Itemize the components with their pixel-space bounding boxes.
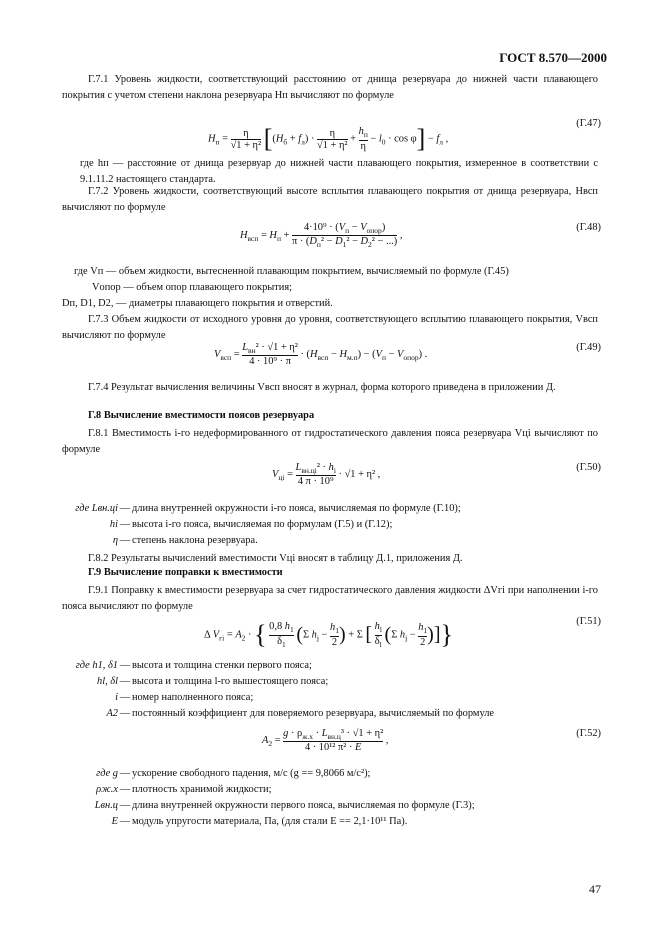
where-g51-row: i — номер наполненного пояса; bbox=[115, 692, 254, 703]
where-g52-row: E — модуль упругости материала, Па, (для стали E == 2,1·10¹¹ Па). bbox=[111, 816, 408, 827]
formula-g51: Δ $V_{гi} = A_2$ · { 0,8 $h_1$ $\delta_1$ (Σ $h_j$ − $h_1$ 2) + Σ [ $h_l$ $\delta_l$ (Σ $h_j$ − $h_1$ 2)]} bbox=[204, 620, 453, 649]
para-g72: Г.7.2 Уровень жидкости, соответствующий высоте всплытия плавающего покрытия от днища резервуара, Hвсп вычисляют по формуле bbox=[62, 186, 598, 213]
where-g48-1: где Vп — объем жидкости, вытесненной плавающим покрытием, вычисляемый по формуле (Г.45) bbox=[74, 266, 509, 277]
where-g50-row: где Lвн.цi — длина внутренней окружности i-го пояса, вычисляемая по формуле (Г.10); bbox=[75, 503, 461, 514]
formula-g50: $V_{цi}$ = $L_{вн.цi}^2 \cdot h_i$ 4 π · 10⁹ · √1 + η² , bbox=[272, 462, 381, 488]
eq-number-g51: (Г.51) bbox=[576, 616, 601, 627]
where-g52-row: где g — ускорение свободного падения, м/с (g == 9,8066 м/с²); bbox=[96, 768, 371, 779]
para-g82: Г.8.2 Результаты вычислений вместимости Vцi вносят в таблицу Д.1, приложения Д. bbox=[88, 553, 463, 564]
formula-g49: $V_{всп}$ = $L_{вн}^2 \cdot √1 + \eta^2$ $4 \cdot 10^9 \cdot \pi \cdot (H_{всп} - H_{м.п}) - (V_п - V_{опор})$ . bbox=[214, 342, 428, 368]
eq-number-g49: (Г.49) bbox=[576, 342, 601, 353]
para-g71: Г.7.1 Уровень жидкости, соответствующий расстоянию от днища резервуара до нижней части плавающего покрытия с учетом степени наклона резервуара Hп вычисляют по формуле bbox=[62, 74, 598, 101]
where-g47: где hп — расстояние от днища резервуар до нижней части плавающего покрытия, измеренное в соответствии с 9.1.11.2 настоящего стандарта. bbox=[80, 158, 598, 185]
formula-g48: $H_{всп} = H_п$ + $4\cdot 10^9 \cdot (V_п - V_{опор})$ $\pi \cdot (D_п^2 - D_1^2 - D_2^2$ − ...) , bbox=[240, 222, 403, 250]
where-g51-row: где h1, δ1 — высота и толщина стенки первого пояса; bbox=[75, 660, 312, 671]
para-g81: Г.8.1 Вместимость i-го недеформированного от гидростатического давления пояса резервуара Vцi вычисляют по формуле bbox=[62, 428, 598, 455]
where-g52-row: ρж.х — плотность хранимой жидкости; bbox=[96, 784, 272, 795]
eq-number-g47: (Г.47) bbox=[576, 118, 601, 129]
para-g73: Г.7.3 Объем жидкости от исходного уровня до уровня, соответствующего всплытию плавающего покрытия, Vвсп вычисляют по формуле bbox=[62, 314, 598, 341]
eq-number-g50: (Г.50) bbox=[576, 462, 601, 473]
where-g51-row: A2 — постоянный коэффициент для поверяемого резервуара, вычисляемый по формуле bbox=[106, 708, 494, 719]
where-g48-3: Dп, D1, D2, — диаметры плавающего покрытия и отверстий. bbox=[62, 298, 333, 309]
para-g91: Г.9.1 Поправку к вместимости резервуара за счет гидростатического давления жидкости ΔVгi при наполнении i-го пояса вычисляют по формуле bbox=[62, 585, 598, 612]
formula-g52: $A_2$ = $g \cdot \rho_{ж.х} \cdot L_{вн.ц}^3 \cdot √1 + \eta^2$ 4 · 10¹² π² · E , bbox=[262, 728, 389, 754]
where-g52-row: Lвн.ц — длина внутренней окружности первого пояса, вычисляемая по формуле (Г.3); bbox=[94, 800, 475, 811]
para-g74: Г.7.4 Результат вычисления величины Vвсп вносят в журнал, форма которого приведена в приложении Д. bbox=[88, 382, 556, 393]
formula-g47: $H_п$ = η √1 + η² [$(H_б + f_л)$ · η √1 + η² + $h_п$ $\eta - l_0 \cdot \cos \varphi] - f_л$ , bbox=[208, 124, 449, 153]
page-number: 47 bbox=[589, 882, 601, 896]
where-g51-row: hl, δl — высота и толщина l-го вышестоящего пояса; bbox=[97, 676, 329, 687]
where-g50-row: hi — высота i-го пояса, вычисляемая по формулам (Г.5) и (Г.12); bbox=[109, 519, 393, 530]
section-g9-title: Г.9 Вычисление поправки к вместимости bbox=[88, 567, 283, 578]
where-g50-row: η — степень наклона резервуара. bbox=[112, 535, 258, 546]
eq-number-g52: (Г.52) bbox=[576, 728, 601, 739]
where-g48-2: Vопор — объем опор плавающего покрытия; bbox=[92, 282, 293, 293]
eq-number-g48: (Г.48) bbox=[576, 222, 601, 233]
section-g8-title: Г.8 Вычисление вместимости поясов резервуара bbox=[88, 410, 315, 421]
standard-header: ГОСТ 8.570—2000 bbox=[499, 50, 607, 65]
